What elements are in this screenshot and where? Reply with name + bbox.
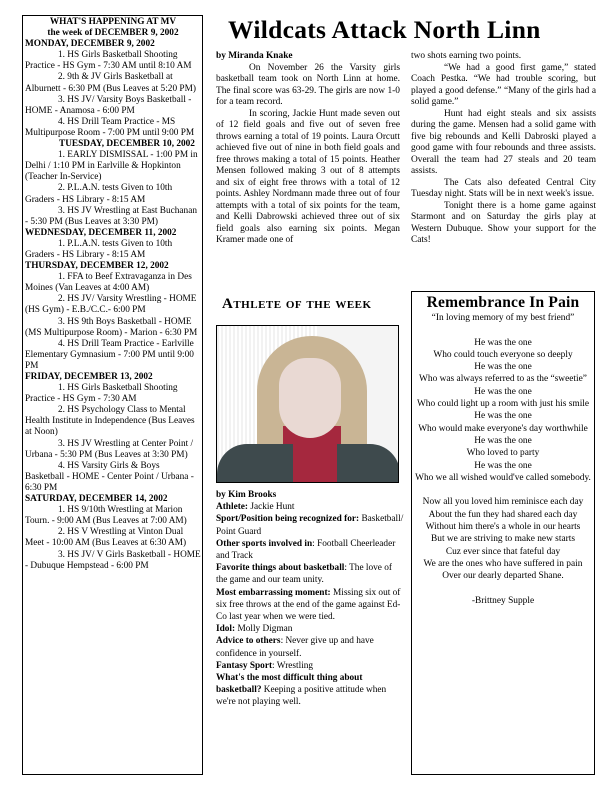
- poem-line: Over our dearly departed Shane.: [442, 571, 564, 582]
- photo-face: [279, 358, 341, 438]
- poem-line: Now all you loved him reminisce each day: [422, 497, 584, 508]
- article-paragraph: Tonight there is a home game against Starmont and on Saturday the girls play at Western Dubuque. Show your support for the Cats!: [411, 200, 596, 245]
- article-headline: Wildcats Attack North Linn: [228, 15, 541, 44]
- poem-line: Who was always referred to as the “sweetie”: [419, 374, 587, 385]
- athlete-fields: [216, 501, 404, 708]
- athlete-field: [216, 623, 404, 635]
- calendar-event-item: 2. HS V Wrestling at Vinton Dual Meet - 10:00 AM (Bus Leaves at 6:30 AM): [25, 527, 187, 549]
- calendar-day-heading: SATURDAY, DECEMBER 14, 2002: [25, 494, 168, 505]
- poem-line: He was the one: [474, 460, 532, 471]
- athlete-profile: [216, 489, 404, 709]
- athlete-field-label: Sport/Position being recognized for:: [216, 514, 360, 525]
- athlete-field-value: Keeping a positive attitude when we're not playing well.: [216, 685, 387, 708]
- calendar-event-item: 1. HS 9/10th Wrestling at Marion Tourn. - 9:00 AM (Bus Leaves at 7:00 AM): [25, 505, 187, 527]
- poem-line: He was the one: [474, 411, 532, 422]
- poem-line: Cuz ever since that fateful day: [445, 546, 561, 557]
- athlete-field-label: Athlete:: [216, 502, 249, 513]
- calendar-event-item: 2. HS Psychology Class to Mental Health Institute in Independence (Bus Leaves at Noon): [25, 405, 195, 438]
- athlete-field-value: : Wrestling: [272, 660, 314, 671]
- poem-dedication: “In loving memory of my best friend”: [431, 313, 575, 323]
- calendar-event-item: 1. HS Girls Basketball Shooting Practice - HS Gym - 7:30 AM until 8:10 AM: [25, 50, 192, 72]
- poem-spacer: [412, 484, 594, 496]
- poem-line: He was the one: [474, 386, 532, 397]
- calendar-event-item: 3. HS JV/ Varsity Boys Basketball - HOME - Anamosa - 6:00 PM: [25, 94, 192, 116]
- calendar-event-item: 1. EARLY DISMISSAL - 1:00 PM in Delhi / 1:10 PM in Earlville & Hopkinton (Teacher In-Service): [25, 150, 198, 183]
- events-calendar-box: [22, 15, 203, 775]
- article-paragraph: On November 26 the Varsity girls basketball team took on North Linn at home. The final score was 63-29. The girls are now 1-0 for a team record.: [216, 62, 400, 107]
- calendar-event-item: 4. HS Drill Team Practice - Earlville Elementary Gymnasium - 7:00 PM until 9:00 PM: [25, 338, 194, 371]
- athlete-byline: by Kim Brooks: [216, 490, 277, 500]
- athlete-field-label: Advice to others: [216, 636, 281, 647]
- poem-spacer: [412, 583, 594, 595]
- poem-line: He was the one: [474, 362, 532, 373]
- athlete-field-value: Missing six out of six free throws at the end of the game against Ed-Co last year when we were tied.: [216, 587, 401, 623]
- athlete-field-label: Other sports involved in: [216, 538, 313, 549]
- calendar-day-heading: THURSDAY, DECEMBER 12, 2002: [25, 261, 169, 272]
- poem-stanza-2: [412, 496, 594, 582]
- article-byline: by Miranda Knake: [216, 51, 293, 61]
- calendar-event-item: 3. HS JV Wrestling at Center Point / Urbana - 5:30 PM (Bus Leaves at 3:30 PM): [25, 438, 194, 460]
- poem-line: He was the one: [474, 435, 532, 446]
- calendar-day-heading: MONDAY, DECEMBER 9, 2002: [25, 39, 155, 50]
- athlete-field-value: Basketball/ Point Guard: [216, 514, 404, 537]
- calendar-event-item: 1. HS Girls Basketball Shooting Practice - HS Gym - 7:30 AM: [25, 383, 178, 405]
- calendar-title: WHAT'S HAPPENING AT MV: [49, 17, 177, 27]
- athlete-field-label: Idol:: [216, 624, 236, 635]
- poem-box: [411, 291, 595, 775]
- poem-line: He was the one: [474, 337, 532, 348]
- poem-stanza-1: [412, 337, 594, 485]
- calendar-day-heading: TUESDAY, DECEMBER 10, 2002: [59, 139, 195, 150]
- poem-spacer: [412, 324, 594, 336]
- photo-jacket-left: [217, 444, 293, 483]
- poem-line: We are the ones who have suffered in pain: [423, 558, 583, 569]
- article-paragraph: two shots earning two points.: [411, 51, 522, 61]
- athlete-field: [216, 501, 404, 513]
- athlete-field-value: Molly Digman: [235, 624, 293, 635]
- athlete-field-label: Favorite things about basketball: [216, 563, 345, 574]
- article-paragraph: Hunt had eight steals and six assists during the game. Mensen had a solid game with five big rebounds and Kelli Dabroski played a good game with four rebounds and three assists. Overall the team had 27 steals and 20 team assists.: [411, 108, 596, 176]
- athlete-field-label: Most embarrassing moment:: [216, 587, 331, 598]
- athlete-field-value: Jackie Hunt: [248, 502, 295, 513]
- poem-line: Who we all wished would've called somebody.: [415, 472, 591, 483]
- athlete-field: [216, 587, 404, 624]
- calendar-event-item: 1. P.L.A.N. tests Given to 10th Graders - HS Library - 8:15 AM: [25, 238, 173, 260]
- poem-line: Without him there's a whole in our hearts: [425, 522, 581, 533]
- athlete-field-value: : Never give up and have confidence in yourself.: [216, 636, 374, 659]
- poem-author: -Brittney Supple: [471, 595, 535, 606]
- calendar-event-item: 4. HS Drill Team Practice - MS Multipurpose Room - 7:00 PM until 9:00 PM: [25, 116, 195, 138]
- calendar-days: [25, 39, 201, 572]
- poem-line: Who would make everyone's day worthwhile: [418, 423, 588, 434]
- athlete-field: [216, 513, 404, 537]
- article-paragraph: In scoring, Jackie Hunt made seven out of 12 field goals and five out of seven free throws earning a total of 19 points. Laura Orcutt achieved five out of nine in both field goals and free throws making a total of 15 points. Heather Mensen followed making 3 out of 8 attempts and six of eight free throws with a total of 12 points. Ashley Nordmann made three out of four attempts with a total of six points for the team, and Kelli Dabrowski achieved three out of six field goals also earning six points. Megan Kramer made one of: [216, 108, 400, 245]
- calendar-event-item: 2. 9th & JV Girls Basketball at Alburnett - 6:30 PM (Bus Leaves at 5:20 PM): [25, 72, 196, 94]
- poem-line: Who could touch everyone so deeply: [433, 349, 573, 360]
- poem-line: Who loved to party: [466, 448, 540, 459]
- athlete-field: [216, 538, 404, 562]
- poem-line: About the fun they had shared each day: [428, 509, 578, 520]
- calendar-subtitle: the week of DECEMBER 9, 2002: [47, 28, 179, 39]
- athlete-field-label: What's the most difficult thing about basketball?: [216, 673, 363, 696]
- calendar-event-item: 3. HS JV Wrestling at East Buchanan - 5:30 PM (Bus Leaves at 3:30 PM): [25, 205, 197, 227]
- poem-title: Remembrance In Pain: [426, 294, 580, 311]
- calendar-event-item: 3. HS JV/ V Girls Basketball - HOME - Dubuque Hempstead - 6:00 PM: [25, 549, 201, 571]
- article-column-2: [411, 51, 596, 247]
- athlete-field: [216, 672, 404, 709]
- athlete-field: [216, 562, 404, 586]
- athlete-field-label: Fantasy Sport: [216, 660, 273, 671]
- calendar-event-item: 3. HS 9th Boys Basketball - HOME (MS Multipurpose Room) - Marion - 6:30 PM: [25, 316, 198, 338]
- calendar-event-item: 1. FFA to Beef Extravaganza in Des Moines (Van Leaves at 4:00 AM): [25, 272, 192, 294]
- calendar-day-heading: WEDNESDAY, DECEMBER 11, 2002: [25, 227, 177, 238]
- calendar-day-heading: FRIDAY, DECEMBER 13, 2002: [25, 372, 153, 382]
- article-paragraph: “We had a good first game,” stated Coach Pestka. “We had trouble scoring, but played a good defense.” “Many of the girls had a solid game.”: [411, 62, 596, 107]
- poem-line: Who could light up a room with just his smile: [416, 399, 590, 410]
- athlete-field-value: : The love of the game and our team unity.: [216, 563, 392, 586]
- article-paragraph: The Cats also defeated Central City Tuesday night. Stats will be in next week's issue.: [411, 177, 596, 199]
- athlete-field-value: : Football Cheerleader and Track: [216, 538, 396, 562]
- athlete-photo: [216, 325, 399, 483]
- calendar-event-item: 2. HS JV/ Varsity Wrestling - HOME (HS Gym) - E.B./C.C.- 6:00 PM: [25, 294, 197, 316]
- calendar-event-item: 2. P.L.A.N. tests Given to 10th Graders - HS Library - 8:15 AM: [25, 183, 173, 205]
- article-column-1: [216, 51, 400, 247]
- poem-line: But we are striving to make new starts: [431, 534, 575, 545]
- calendar-event-item: 4. HS Varsity Girls & Boys Basketball - HOME - Center Point / Urbana - 6:30 PM: [25, 460, 194, 493]
- athlete-field: [216, 635, 404, 659]
- athlete-of-week-title: Athlete of the week: [222, 296, 372, 312]
- athlete-field: [216, 660, 404, 672]
